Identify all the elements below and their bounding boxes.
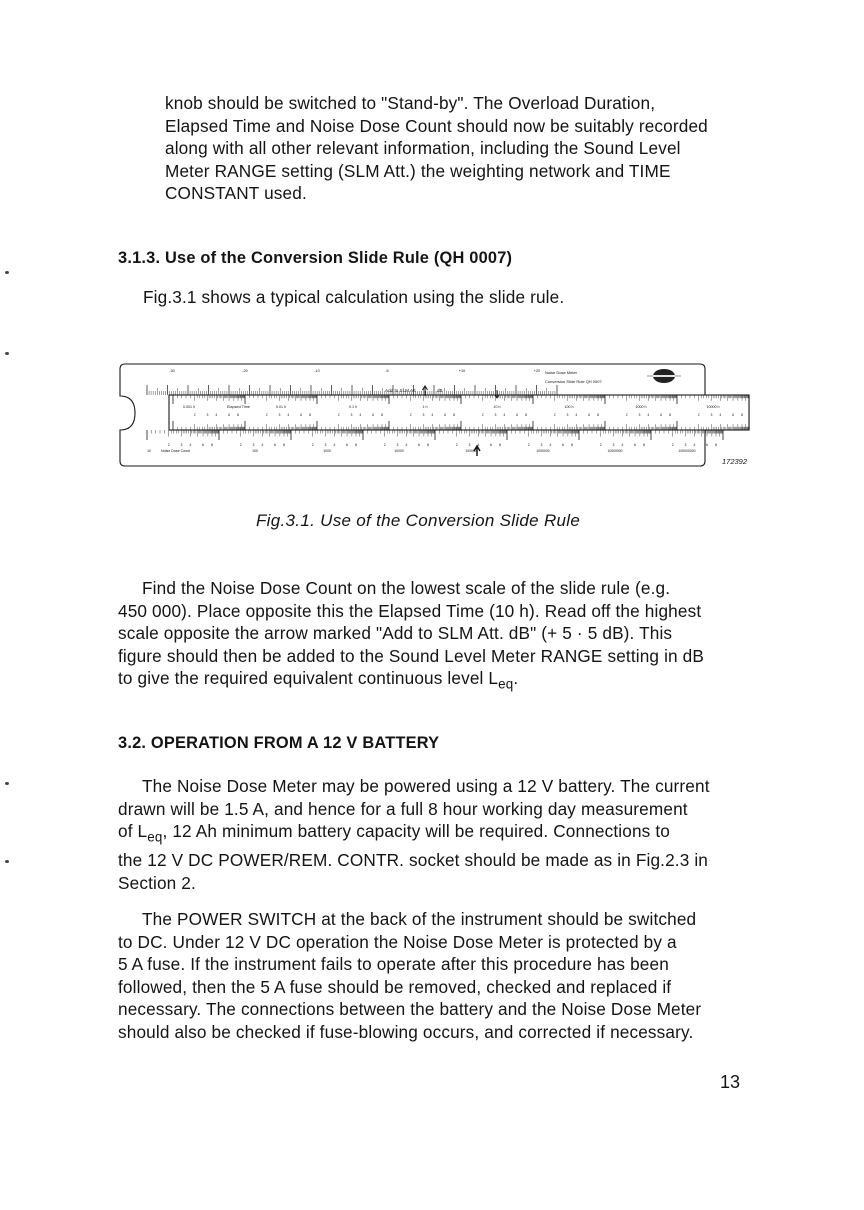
text-line: the 12 V DC POWER/REM. CONTR. socket should be made as in Fig.2.3 in	[118, 850, 709, 871]
scale-label: 3	[206, 413, 209, 417]
scale-label: 0.01 h	[276, 405, 286, 409]
paragraph-slide-rule-usage	[118, 577, 742, 697]
scale-label: 8	[525, 413, 527, 417]
paragraph-power-switch	[118, 908, 742, 1044]
scale-label: 4	[189, 443, 192, 447]
scale-label: 6	[346, 443, 348, 447]
text-run: .	[513, 668, 519, 689]
scale-label: 3	[350, 413, 353, 417]
scale-label: 8	[741, 413, 743, 417]
scale-label: 2	[527, 443, 530, 447]
scale-label: 2	[337, 413, 340, 417]
text-line: to DC. Under 12 V DC operation the Noise Dose Meter is protected by a	[118, 931, 677, 952]
margin-speck	[5, 271, 9, 274]
scale-label: 10000 h	[706, 405, 720, 409]
scale-label: 3	[684, 443, 687, 447]
text-line: drawn will be 1.5 A, and hence for a full 8 hour working day measurement	[118, 798, 688, 819]
figure-intro-text: Fig.3.1 shows a typical calculation using the slide rule.	[143, 287, 565, 307]
scale-label: 6	[490, 443, 492, 447]
scale-label: 3	[324, 443, 327, 447]
elapsed-time-label: Elapsed Time	[227, 405, 251, 409]
scale-label: 4	[333, 443, 336, 447]
scale-label: 3	[710, 413, 713, 417]
scale-label: 6	[706, 443, 708, 447]
text-line: Section 2.	[118, 873, 196, 894]
text-line: knob should be switched to "Stand-by". The Overload Duration,	[165, 93, 656, 113]
scale-label: 6	[562, 443, 564, 447]
scale-label: 3	[278, 413, 281, 417]
scale-label: 3	[422, 413, 425, 417]
scale-label: 2	[409, 413, 412, 417]
text-line: 450 000). Place opposite this the Elapsed Time (10 h). Read off the highest	[118, 600, 702, 621]
rule-title-2: Conversion Slide Rule QH 0007	[545, 379, 602, 384]
scale-label: 4	[575, 413, 578, 417]
scale-label: 1000 h	[635, 405, 647, 409]
scale-label: 4	[215, 413, 218, 417]
scale-label: 10 h	[493, 405, 501, 409]
scale-label: -30	[169, 369, 175, 373]
scale-label: 8	[453, 413, 455, 417]
figure-reference-number: 172392	[722, 457, 748, 466]
db-label: dB	[437, 388, 443, 393]
scale-label: 8	[669, 413, 671, 417]
scale-label: 100000000	[678, 449, 696, 453]
text-run: to give the required equivalent continuous level L	[118, 668, 499, 689]
scale-label: 2	[625, 413, 628, 417]
scale-label: 100	[252, 449, 258, 453]
scale-label: 8	[211, 443, 213, 447]
scale-label: 2	[311, 443, 314, 447]
text-line: The Noise Dose Meter may be powered using a 12 V battery. The current	[142, 776, 710, 796]
scale-label: 8	[355, 443, 357, 447]
scale-label: 2	[481, 413, 484, 417]
text-line: 5 A fuse. If the instrument fails to operate after this procedure has been	[118, 954, 669, 975]
noise-dose-count-label: Noise Dose Count	[161, 449, 191, 453]
scale-label: 4	[549, 443, 552, 447]
scale-label: 4	[431, 413, 434, 417]
scale-label: 3	[180, 443, 183, 447]
scale-label: 2	[697, 413, 700, 417]
slide-insert	[169, 395, 749, 430]
scale-label: 4	[503, 413, 506, 417]
scale-label: 6	[516, 413, 518, 417]
scale-label: 2	[455, 443, 458, 447]
scale-label: 2	[239, 443, 242, 447]
text-line: Meter RANGE setting (SLM Att.) the weighting network and TIME	[165, 160, 671, 181]
scale-label: 4	[693, 443, 696, 447]
scale-label: 6	[300, 413, 302, 417]
scale-label: 8	[643, 443, 645, 447]
scale-label: 4	[287, 413, 290, 417]
scale-label: 1 h	[422, 405, 428, 409]
scale-label: 2	[383, 443, 386, 447]
scale-label: 2	[671, 443, 674, 447]
scale-label: 6	[444, 413, 446, 417]
text-run: , 12 Ah minimum battery capacity will be required. Connections to	[162, 821, 670, 842]
slide-rule-figure	[117, 362, 757, 472]
scale-label: 8	[715, 443, 717, 447]
scale-label: -10	[314, 369, 320, 373]
scale-label: 3	[638, 413, 641, 417]
scale-label: 100000	[465, 449, 477, 453]
paragraph-recording-instructions	[165, 92, 740, 205]
scale-label: +20	[533, 369, 541, 373]
page-number: 13	[720, 1072, 741, 1092]
scale-label: 4	[621, 443, 624, 447]
scale-label: +10	[458, 369, 466, 373]
scale-label: 8	[237, 413, 239, 417]
section-heading-3-1-3: 3.1.3. Use of the Conversion Slide Rule (QH 0007)	[118, 249, 513, 267]
scale-label: 1000	[323, 449, 331, 453]
scale-label: 8	[499, 443, 501, 447]
text-line: The POWER SWITCH at the back of the instrument should be switched	[142, 909, 697, 929]
scale-label: 10	[147, 449, 151, 453]
top-scale-ticks	[147, 385, 557, 395]
scale-label: 8	[571, 443, 573, 447]
scale-label: 4	[719, 413, 722, 417]
scale-label: 6	[202, 443, 204, 447]
scale-label: 2	[265, 413, 268, 417]
scale-label: 6	[372, 413, 374, 417]
scale-label: 100 h	[564, 405, 574, 409]
scale-label: 3	[468, 443, 471, 447]
figure-caption: Fig.3.1. Use of the Conversion Slide Rule	[256, 511, 581, 530]
scale-label: 6	[660, 413, 662, 417]
text-line	[118, 820, 742, 849]
scale-label: 3	[540, 443, 543, 447]
scale-label: -20	[242, 369, 248, 373]
scale-label: 4	[261, 443, 264, 447]
text-line: figure should then be added to the Sound Level Meter RANGE setting in dB	[118, 645, 704, 666]
scale-label: 4	[359, 413, 362, 417]
scale-label: 2	[193, 413, 196, 417]
scale-label: 2	[599, 443, 602, 447]
scale-label: 0.1 h	[349, 405, 357, 409]
paragraph-battery-operation	[118, 775, 742, 895]
text-line: followed, then the 5 A fuse should be removed, checked and replaced if	[118, 976, 672, 997]
text-line: CONSTANT used.	[165, 183, 307, 204]
scale-label: 6	[274, 443, 276, 447]
text-line: should also be checked if fuse-blowing occurs, and corrected if necessary.	[118, 1021, 694, 1042]
margin-speck	[5, 352, 9, 355]
subscript-eq: eq	[498, 677, 514, 693]
scale-label: 4	[647, 413, 650, 417]
scale-label: 10000	[394, 449, 404, 453]
margin-speck	[5, 860, 9, 863]
text-line: scale opposite the arrow marked "Add to SLM Att. dB" (+ 5 · 5 dB). This	[118, 623, 673, 644]
scale-label: 0.001 h	[183, 405, 195, 409]
scale-label: 3	[612, 443, 615, 447]
scale-label: 2	[553, 413, 556, 417]
margin-speck	[5, 782, 9, 785]
scale-label: -5	[385, 369, 389, 373]
section-heading-3-2: 3.2. OPERATION FROM A 12 V BATTERY	[118, 734, 440, 752]
scale-label: 2	[167, 443, 170, 447]
text-line: Find the Noise Dose Count on the lowest scale of the slide rule (e.g.	[142, 578, 671, 598]
text-line	[118, 667, 742, 696]
text-line: necessary. The connections between the battery and the Noise Dose Meter	[118, 999, 702, 1020]
scale-label: 6	[588, 413, 590, 417]
scale-label: 3	[252, 443, 255, 447]
scale-label: 4	[405, 443, 408, 447]
subscript-eq: eq	[147, 829, 163, 845]
scale-label: 6	[228, 413, 230, 417]
scale-label: 6	[732, 413, 734, 417]
scale-label: 4	[477, 443, 480, 447]
add-to-slm-label: Add to SLM Att	[385, 388, 416, 393]
scale-label: 3	[566, 413, 569, 417]
scale-label: 10000000	[607, 449, 623, 453]
scale-label: 8	[427, 443, 429, 447]
text-line: along with all other relevant information, including the Sound Level	[165, 138, 681, 159]
text-line: Elapsed Time and Noise Dose Count should now be suitably recorded	[165, 115, 708, 136]
scale-label: 1000000	[536, 449, 550, 453]
scale-label: 8	[309, 413, 311, 417]
scale-label: 6	[418, 443, 420, 447]
scale-label: 8	[597, 413, 599, 417]
scale-label: 8	[381, 413, 383, 417]
text-run: of L	[118, 821, 148, 842]
scale-label: 3	[396, 443, 399, 447]
scale-label: 8	[283, 443, 285, 447]
scale-label: 3	[494, 413, 497, 417]
rule-title-1: Noise Dose Meter	[545, 370, 578, 375]
scale-label: 6	[634, 443, 636, 447]
